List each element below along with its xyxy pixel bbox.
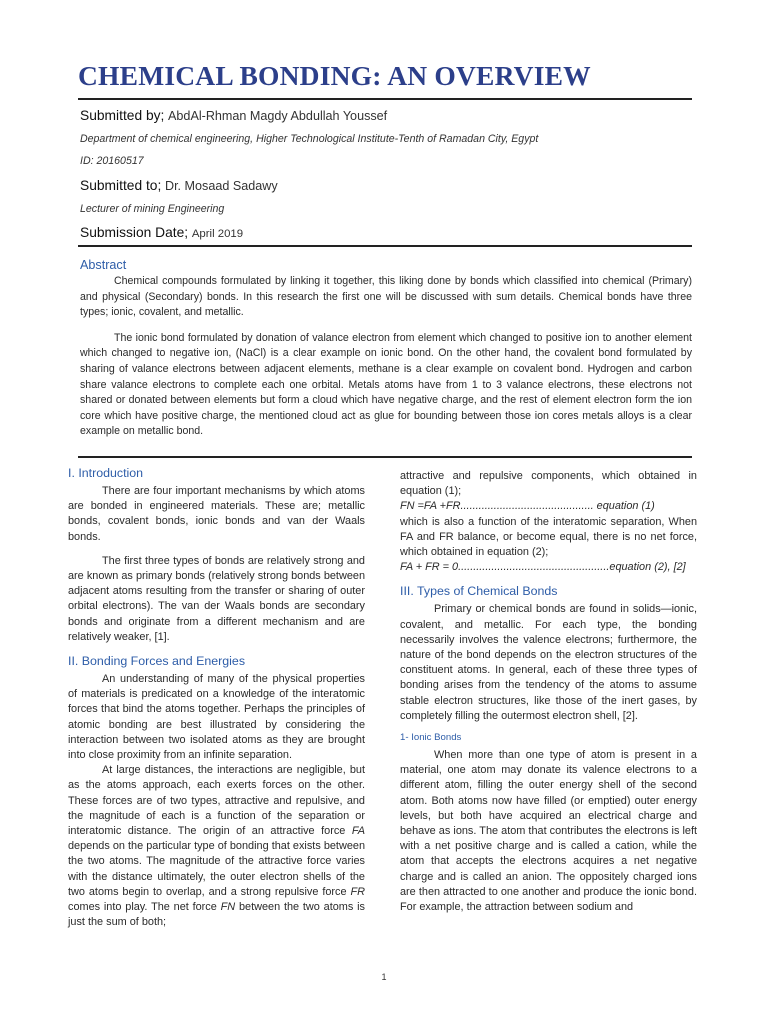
symbol-fa: FA [351, 825, 365, 838]
types-paragraph-1: Primary or chemical bonds are found in solids—ionic, covalent, and metallic. For each type, the bonding necessarily involves the valence electrons; furthermore, the nature of the bond depends on the electron structures of the constituent atoms. In general, each of these three types of bonding arises from the tendency of the atoms to assume stable electron structures, like those of the inert gases, by completely filling the outermost electron shell, [2]. [400, 603, 697, 722]
types-heading: III. Types of Chemical Bonds [400, 584, 558, 599]
equation-2: FA + FR = 0..................................................equation (2), [2] [400, 561, 686, 574]
equation-1: FN =FA +FR............................................ equation (1) [400, 500, 655, 513]
department: Department of chemical engineering, Higher Technological Institute-Tenth of Ramadan City, Egypt [80, 133, 539, 145]
symbol-fr: FR [350, 885, 365, 898]
abstract-rule [78, 456, 692, 458]
intro-heading: I. Introduction [68, 466, 144, 480]
forces-heading: II. Bonding Forces and Energies [68, 654, 246, 669]
ionic-bonds-subheading: 1- Ionic Bonds [400, 732, 462, 744]
title-rule [78, 98, 692, 100]
abstract-body [80, 274, 692, 450]
submitted-by-line [80, 108, 387, 123]
symbol-fn: FN [220, 901, 236, 914]
supervisor-name: Dr. Mosaad Sadawy [164, 179, 278, 193]
right-column [400, 469, 697, 915]
submission-date-label: Submission Date; [80, 225, 189, 240]
ionic-paragraph: When more than one type of atom is present in a material, one atom may donate its valence electrons to a different atom, filling the outer energy shell of the second atom. Both atoms now have filled (or emptied) outer energy levels, but both have acquired an electrical charge and behave as ions. The atom that contributes the electrons is left with a net positive charge and is called a cation, while the atom that accepts the electrons acquires a net negative charge and is called an anion. The oppositely charged ions are then attracted to one another and produce the ionic bond. For example, the attraction between sodium and [400, 749, 697, 914]
submitted-to-line [80, 178, 278, 193]
supervisor-title: Lecturer of mining Engineering [80, 203, 225, 215]
abstract-paragraph-1: Chemical compounds formulated by linking it together, this liking done by bonds which classified into chemical (Primary) and physical (Secondary) bonds. In this research the first one will be discussed with sum details. Chemical bonds have three types; ionic, covalent, and metallic. [80, 275, 692, 319]
intro-paragraph-1: There are four important mechanisms by which atoms are bonded in engineered materials. These are; metallic bonds, covalent bonds, ionic bonds and van der Waals bonds. [68, 485, 365, 543]
intro-paragraph-2: The first three types of bonds are relatively strong and are known as primary bonds (relatively strong bonds between adjacent atoms resulting from the transfer or sharing of outer orbital electrons). The van der Waals bonds are secondary bonds and originate from a different mechanism and are relatively weaker, [1]. [68, 554, 365, 643]
header-rule [78, 245, 692, 247]
author-name: AbdAl-Rhman Magdy Abdullah Youssef [168, 109, 388, 123]
abstract-paragraph-2: The ionic bond formulated by donation of valance electron from element which changed to positive ion to another element which changed to negative ion, (NaCl) is a clear example on ionic bond. On the other hand, the covalent bond formulated by sharing of valance electrons between adjacent elements, methane is a clear example on covalent bond. Hydrogen and carbon share valance electrons to complete each one orbital. Metals atoms have from 1 to 3 valance electrons, these electrons not shared or donated between elements but form a cloud which have negative charge, and the rest of element electron form the ion core which have positive charge, the mentioned cloud act as glue for bounding between those ion cores metals alloys is a clear example on metallic bond. [80, 331, 692, 438]
forces-paragraph-2: At large distances, the interactions are negligible, but as the atoms approach, each exerts forces on the other. These forces are of two types, attractive and repulsive, and the magnitude of each is a function of the separation or interatomic distance. The origin of an attractive force FA depends on the particular type of bonding that exists between the two atoms. The magnitude of the attractive force varies with the distance ultimately, the outer electron shells of the two atoms begin to overlap, and a strong repulsive force FR comes into play. The net force FN between the two atoms is just the sum of both; [68, 764, 365, 929]
student-id: ID: 20160517 [80, 155, 144, 167]
submitted-to-label: Submitted to; [80, 178, 162, 193]
paper-title: CHEMICAL BONDING: AN OVERVIEW [78, 60, 591, 91]
forces-continuation-2: which is also a function of the interatomic separation, When FA and FR balance, or become equal, there is no net force, which obtained in equation (2); [400, 515, 697, 559]
forces-continuation-1: attractive and repulsive components, which obtained in equation (1); [400, 470, 697, 498]
submission-date-value: April 2019 [191, 228, 244, 240]
abstract-heading: Abstract [80, 258, 127, 272]
submission-date-line [80, 225, 243, 240]
submitted-by-label: Submitted by; [80, 108, 165, 123]
left-column [68, 465, 365, 930]
page-number: 1 [381, 972, 387, 982]
forces-paragraph-1: An understanding of many of the physical properties of materials is predicated on a knowledge of the interatomic forces that bind the atoms together. Perhaps the principles of atomic bonding are best illustrated by considering the interaction between two isolated atoms as they are brought into close proximity from an infinite separation. [68, 673, 365, 762]
